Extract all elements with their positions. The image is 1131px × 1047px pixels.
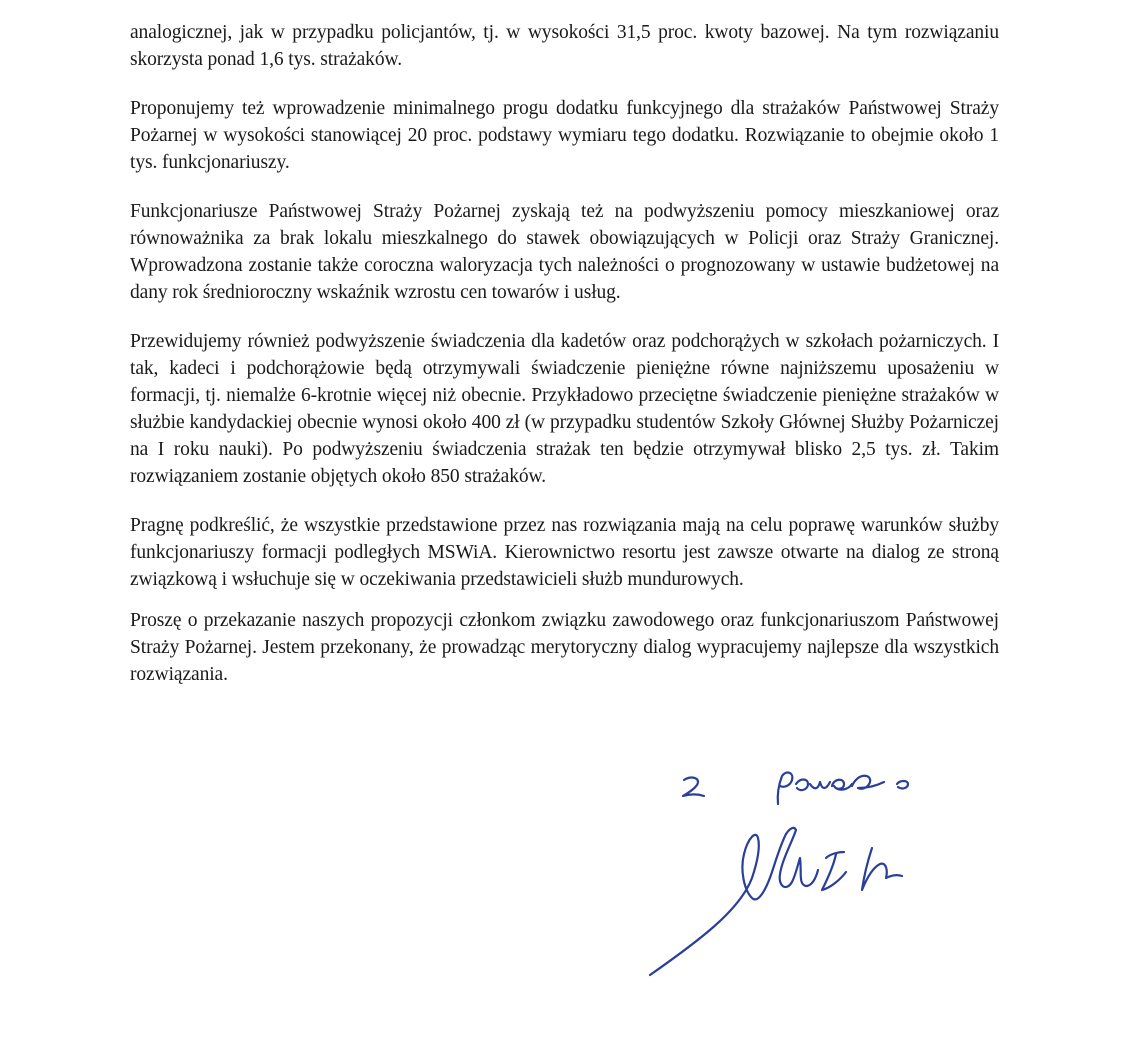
paragraph-housing-assistance: Funkcjonariusze Państwowej Straży Pożarnej zyskają też na podwyższeniu pomocy mieszkaniowej oraz równoważnika za brak lokalu mieszkalnego do stawek obowiązujących w Policji oraz Straży Granicznej. Wprowadzona zostanie także coroczna waloryzacja tych należności o prognozowany w ustawie budżetowej na dany rok średnioroczny wskaźnik wzrostu cen towarów i usług. [130,201,999,303]
paragraph-funding-continuation: analogicznej, jak w przypadku policjantów, tj. w wysokości 31,5 proc. kwoty bazowej. Na tym rozwiązaniu skorzysta ponad 1,6 tys. strażaków. [130,22,999,70]
letter-body [130,19,999,688]
handwritten-signature [640,760,940,990]
paragraph-closing-request: Proszę o przekazanie naszych propozycji członkom związku zawodowego oraz funkcjonariuszom Państwowej Straży Pożarnej. Jestem przekonany, że prowadząc merytoryczny dialog wypracujemy najlepsze dla wszystkich rozwiązania. [130,610,999,685]
paragraph-functional-allowance: Proponujemy też wprowadzenie minimalnego progu dodatku funkcyjnego dla strażaków Państwowej Straży Pożarnej w wysokości stanowiącej 20 proc. podstawy wymiaru tego dodatku. Rozwiązanie to obejmie około 1 tys. funkcjonariuszy. [130,98,999,173]
signature-image [640,760,940,990]
paragraph-cadet-benefits: Przewidujemy również podwyższenie świadczenia dla kadetów oraz podchorążych w szkołach pożarniczych. I tak, kadeci i podchorążowie będą otrzymywali świadczenie pieniężne równe najniższemu uposażeniu w formacji, tj. niemalże 6-krotnie więcej niż obecnie. Przykładowo przeciętne świadczenie pieniężne strażaków w służbie kandydackiej obecnie wynosi około 400 zł (w przypadku studentów Szkoły Głównej Służby Pożarniczej na I roku nauki). Po podwyższeniu świadczenia strażak ten będzie otrzymywał blisko 2,5 tys. zł. Takim rozwiązaniem zostanie objętych około 850 strażaków. [130,331,999,487]
paragraph-service-conditions: Pragnę podkreślić, że wszystkie przedstawione przez nas rozwiązania mają na celu poprawę warunków służby funkcjonariuszy formacji podległych MSWiA. Kierownictwo resortu jest zawsze otwarte na dialog ze stroną związkową i wsłuchuje się w oczekiwania przedstawicieli służb mundurowych. [130,515,999,590]
